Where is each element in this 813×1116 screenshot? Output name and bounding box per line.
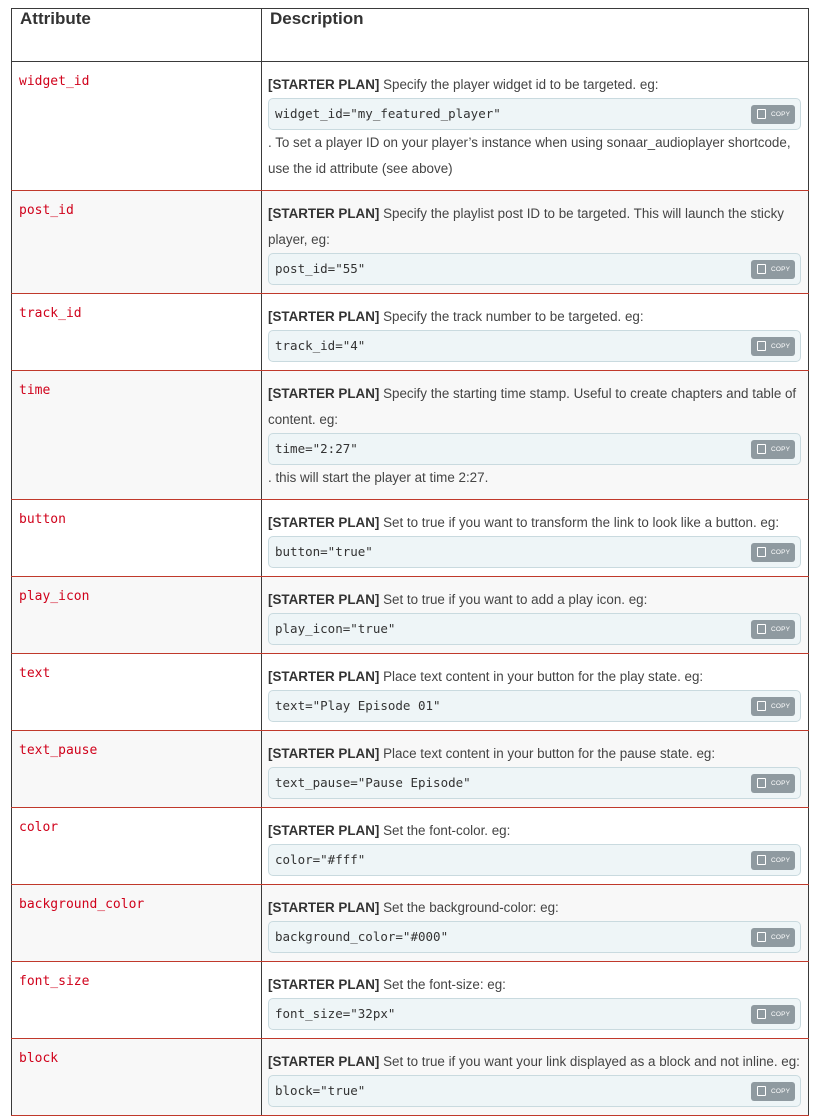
- copy-button-label: COPY: [771, 266, 791, 273]
- code-snippet[interactable]: [268, 433, 801, 465]
- copy-button-label: COPY: [771, 626, 791, 633]
- description-body: Set the font-color. eg:: [379, 823, 511, 838]
- plan-badge: [STARTER PLAN]: [268, 77, 380, 92]
- code-snippet[interactable]: [268, 998, 801, 1030]
- copy-icon: [757, 341, 766, 351]
- copy-button-label: COPY: [771, 1011, 791, 1018]
- code-snippet[interactable]: [268, 690, 801, 722]
- description-body: Specify the player widget id to be targeted. eg:: [379, 77, 659, 92]
- plan-badge: [STARTER PLAN]: [268, 206, 380, 221]
- description-body: Specify the playlist post ID to be targeted. This will launch the sticky player, eg:: [268, 206, 784, 247]
- plan-badge: [STARTER PLAN]: [268, 515, 380, 530]
- description-body: Specify the track number to be targeted. eg:: [379, 309, 644, 324]
- table-row: [12, 654, 809, 731]
- copy-button[interactable]: [751, 260, 795, 279]
- copy-button[interactable]: [751, 105, 795, 124]
- code-snippet[interactable]: [268, 1075, 801, 1107]
- table-row: [12, 1039, 809, 1116]
- copy-button[interactable]: [751, 774, 795, 793]
- plan-badge: [STARTER PLAN]: [268, 977, 380, 992]
- column-header-attribute: Attribute: [12, 9, 262, 62]
- description-cell: [262, 191, 809, 294]
- code-snippet[interactable]: [268, 98, 801, 130]
- description-text: [268, 1049, 801, 1075]
- copy-button[interactable]: [751, 337, 795, 356]
- attribute-name-cell: play_icon: [12, 577, 262, 654]
- copy-button-label: COPY: [771, 1088, 791, 1095]
- description-text: [268, 895, 801, 921]
- copy-icon: [757, 109, 766, 119]
- copy-button[interactable]: [751, 1082, 795, 1101]
- copy-icon: [757, 264, 766, 274]
- code-text[interactable]: widget_id="my_featured_player": [275, 106, 501, 121]
- description-text: [268, 664, 801, 690]
- plan-badge: [STARTER PLAN]: [268, 309, 380, 324]
- code-text[interactable]: block="true": [275, 1083, 366, 1098]
- description-note: . this will start the player at time 2:27.: [268, 470, 489, 485]
- description-body: Set to true if you want to transform the link to look like a button. eg:: [379, 515, 780, 530]
- code-snippet[interactable]: [268, 921, 801, 953]
- copy-icon: [757, 444, 766, 454]
- code-text[interactable]: time="2:27": [275, 441, 358, 456]
- copy-button-label: COPY: [771, 343, 791, 350]
- description-cell: [262, 731, 809, 808]
- description-cell: [262, 885, 809, 962]
- code-text[interactable]: play_icon="true": [275, 621, 396, 636]
- description-body: Place text content in your button for the play state. eg:: [379, 669, 704, 684]
- attribute-name-cell: block: [12, 1039, 262, 1116]
- plan-badge: [STARTER PLAN]: [268, 823, 380, 838]
- code-snippet[interactable]: [268, 253, 801, 285]
- attribute-name-cell: track_id: [12, 294, 262, 371]
- description-body: Set the font-size: eg:: [379, 977, 506, 992]
- code-text[interactable]: color="#fff": [275, 852, 366, 867]
- description-text: [268, 972, 801, 998]
- copy-button[interactable]: [751, 543, 795, 562]
- plan-badge: [STARTER PLAN]: [268, 592, 380, 607]
- plan-badge: [STARTER PLAN]: [268, 669, 380, 684]
- description-text: [268, 587, 801, 613]
- attribute-name-cell: text_pause: [12, 731, 262, 808]
- code-text[interactable]: background_color="#000": [275, 929, 449, 944]
- description-cell: [262, 500, 809, 577]
- table-row: [12, 962, 809, 1039]
- table-row: [12, 371, 809, 500]
- description-cell: [262, 62, 809, 191]
- attribute-name-cell: background_color: [12, 885, 262, 962]
- code-text[interactable]: track_id="4": [275, 338, 366, 353]
- copy-button-label: COPY: [771, 446, 791, 453]
- attribute-name-cell: text: [12, 654, 262, 731]
- copy-button-label: COPY: [771, 857, 791, 864]
- code-snippet[interactable]: [268, 767, 801, 799]
- copy-icon: [757, 778, 766, 788]
- description-cell: [262, 808, 809, 885]
- copy-button[interactable]: [751, 440, 795, 459]
- table-row: [12, 808, 809, 885]
- copy-icon: [757, 1086, 766, 1096]
- code-text[interactable]: text="Play Episode 01": [275, 698, 441, 713]
- attribute-name-cell: font_size: [12, 962, 262, 1039]
- copy-button-label: COPY: [771, 703, 791, 710]
- copy-button-label: COPY: [771, 111, 791, 118]
- code-snippet[interactable]: [268, 844, 801, 876]
- description-text: [268, 381, 801, 433]
- description-text: [268, 201, 801, 253]
- copy-icon: [757, 701, 766, 711]
- copy-button-label: COPY: [771, 934, 791, 941]
- column-header-description: Description: [262, 9, 809, 62]
- table-row: [12, 62, 809, 191]
- plan-badge: [STARTER PLAN]: [268, 1054, 380, 1069]
- copy-icon: [757, 932, 766, 942]
- description-cell: [262, 654, 809, 731]
- description-text: [268, 510, 801, 536]
- attribute-name-cell: widget_id: [12, 62, 262, 191]
- code-snippet[interactable]: [268, 536, 801, 568]
- copy-button[interactable]: [751, 928, 795, 947]
- copy-icon: [757, 624, 766, 634]
- description-cell: [262, 962, 809, 1039]
- copy-icon: [757, 547, 766, 557]
- plan-badge: [STARTER PLAN]: [268, 900, 380, 915]
- table-row: [12, 731, 809, 808]
- description-body: Set to true if you want to add a play icon. eg:: [379, 592, 648, 607]
- description-cell: [262, 294, 809, 371]
- table-row: [12, 191, 809, 294]
- table-header-row: [12, 9, 809, 62]
- code-text[interactable]: post_id="55": [275, 261, 366, 276]
- attribute-name-cell: color: [12, 808, 262, 885]
- description-cell: [262, 577, 809, 654]
- description-cell: [262, 1039, 809, 1116]
- code-text[interactable]: text_pause="Pause Episode": [275, 775, 471, 790]
- description-text: [268, 818, 801, 844]
- copy-icon: [757, 855, 766, 865]
- code-snippet[interactable]: [268, 330, 801, 362]
- description-cell: [262, 371, 809, 500]
- copy-button[interactable]: [751, 620, 795, 639]
- table-row: [12, 577, 809, 654]
- attribute-name-cell: post_id: [12, 191, 262, 294]
- copy-button-label: COPY: [771, 549, 791, 556]
- code-text[interactable]: font_size="32px": [275, 1006, 396, 1021]
- description-text: [268, 304, 801, 330]
- copy-button-label: COPY: [771, 780, 791, 787]
- attributes-table: [11, 8, 809, 1116]
- code-text[interactable]: button="true": [275, 544, 373, 559]
- copy-button[interactable]: [751, 697, 795, 716]
- description-body: Set to true if you want your link displayed as a block and not inline. eg:: [379, 1054, 800, 1069]
- description-body: Set the background-color: eg:: [379, 900, 559, 915]
- description-text: [268, 72, 801, 98]
- description-body: Specify the starting time stamp. Useful to create chapters and table of content. eg:: [268, 386, 797, 427]
- table-row: [12, 294, 809, 371]
- copy-button[interactable]: [751, 851, 795, 870]
- table-row: [12, 885, 809, 962]
- description-text: [268, 741, 801, 767]
- description-note: . To set a player ID on your player’s instance when using sonaar_audioplayer shortcode, use the id attribute (see above): [268, 135, 791, 176]
- code-snippet[interactable]: [268, 613, 801, 645]
- copy-button[interactable]: [751, 1005, 795, 1024]
- description-body: Place text content in your button for the pause state. eg:: [379, 746, 716, 761]
- table-body: [12, 62, 809, 1116]
- attribute-name-cell: time: [12, 371, 262, 500]
- attribute-name-cell: button: [12, 500, 262, 577]
- plan-badge: [STARTER PLAN]: [268, 746, 380, 761]
- plan-badge: [STARTER PLAN]: [268, 386, 380, 401]
- table-row: [12, 500, 809, 577]
- copy-icon: [757, 1009, 766, 1019]
